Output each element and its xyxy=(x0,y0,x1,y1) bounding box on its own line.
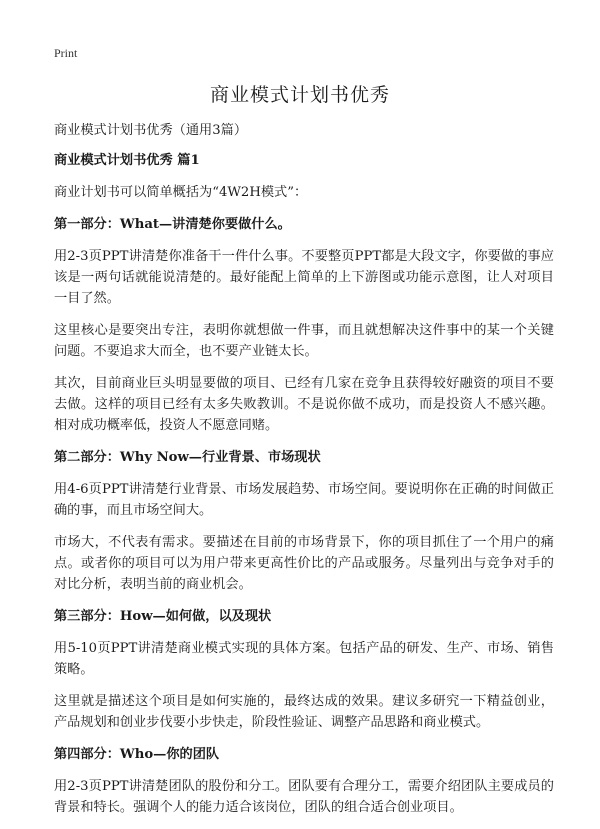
section-heading-what: 第一部分：What—讲清楚你要做什么。 xyxy=(54,217,291,232)
section-paragraph: 市场大，不代表有需求。要描述在目前的市场背景下，你的项目抓住了一个用户的痛点。或者你的项目可以为用户带来更高性价比的产品或服务。尽量列出与竞争对手的对比分析，表明当前的商业机会。 xyxy=(54,535,554,592)
section-paragraph: 用5-10页PPT讲清楚商业模式实现的具体方案。包括产品的研发、生产、市场、销售策略。 xyxy=(54,641,554,677)
section-paragraph: 这里核心是要突出专注，表明你就想做一件事，而且就想解决这件事中的某一个关键问题。不要追求大而全，也不要产业链太长。 xyxy=(54,323,554,359)
section-paragraph: 这里就是描述这个项目是如何实施的，最终达成的效果。建议多研究一下精益创业，产品规划和创业步伐要小步快走，阶段性验证、调整产品思路和商业模式。 xyxy=(54,694,554,730)
intro-paragraph: 商业计划书可以简单概括为“4W2H模式”： xyxy=(54,185,308,200)
print-label: Print xyxy=(54,46,78,60)
document-subtitle: 商业模式计划书优秀（通用3篇） xyxy=(54,123,248,138)
document-title: 商业模式计划书优秀 xyxy=(209,84,390,106)
section-heading-why-now: 第二部分：Why Now—行业背景、市场现状 xyxy=(54,450,321,465)
section-paragraph: 用2-3页PPT讲清楚团队的股份和分工。团队要有合理分工，需要介绍团队主要成员的背景和特长。强调个人的能力适合该岗位，团队的组合适合创业项目。 xyxy=(54,779,554,815)
section-paragraph: 其次，目前商业巨头明显要做的项目、已经有几家在竞争且获得较好融资的项目不要去做。这样的项目已经有太多失败教训。不是说你做不成功，而是投资人不感兴趣。相对成功概率低，投资人不愿意同赌。 xyxy=(54,376,554,433)
section-heading-how: 第三部分：How—如何做，以及现状 xyxy=(54,609,272,624)
article-heading: 商业模式计划书优秀 篇1 xyxy=(54,153,200,168)
section-paragraph: 用4-6页PPT讲清楚行业背景、市场发展趋势、市场空间。要说明你在正确的时间做正确的事，而且市场空间大。 xyxy=(54,482,554,518)
section-heading-who: 第四部分：Who—你的团队 xyxy=(54,747,220,762)
document-body xyxy=(54,120,554,829)
section-paragraph: 用2-3页PPT讲清楚你准备干一件什么事。不要整页PPT都是大段文字，你要做的事应该是一两句话就能说清楚的。最好能配上简单的上下游图或功能示意图，让人对项目一目了然。 xyxy=(54,249,554,306)
